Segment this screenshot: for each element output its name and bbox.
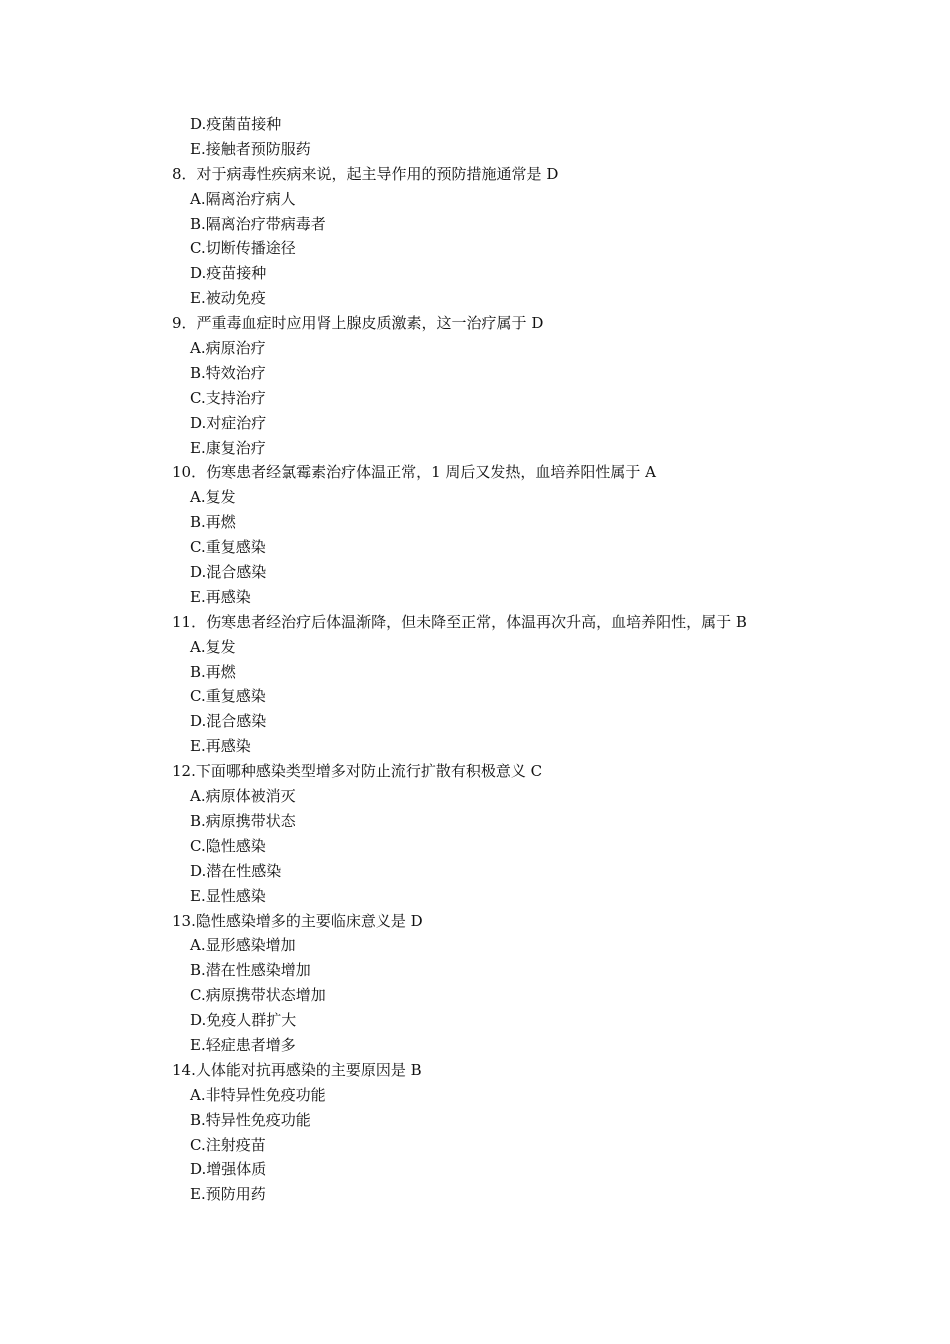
option-line: A.非特异性免疫功能 — [190, 1085, 326, 1104]
option-line: C.重复感染 — [190, 687, 266, 706]
option-line: B.特效治疗 — [190, 363, 266, 382]
option-line: D.疫菌苗接种 — [190, 115, 282, 133]
option-line: C.隐性感染 — [190, 836, 266, 855]
option-line: E.预防用药 — [190, 1185, 266, 1204]
option-line: B.病原携带状态 — [190, 811, 296, 830]
option-line: A.隔离治疗病人 — [190, 189, 296, 208]
option-line: C.支持治疗 — [190, 388, 266, 407]
option-line: E.被动免疫 — [190, 289, 266, 308]
option-line: E.接触者预防服药 — [190, 139, 311, 158]
option-line: A.病原体被消灭 — [190, 787, 296, 806]
option-line: A.复发 — [190, 488, 236, 507]
option-line: C.切断传播途径 — [190, 239, 296, 258]
option-line: A.病原治疗 — [190, 339, 266, 358]
question-stem: 10．伤寒患者经氯霉素治疗体温正常，1 周后又发热，血培养阳性属于 A — [172, 463, 657, 482]
option-line: E.康复治疗 — [190, 438, 266, 457]
question-stem: 14.人体能对抗再感染的主要原因是 B — [172, 1060, 422, 1079]
option-line: C.注射疫苗 — [190, 1135, 266, 1154]
question-stem: 9．严重毒血症时应用肾上腺皮质激素，这一治疗属于 D — [172, 314, 544, 333]
option-line: C.病原携带状态增加 — [190, 986, 326, 1005]
option-line: D.对症治疗 — [190, 413, 267, 432]
option-line: E.再感染 — [190, 737, 251, 756]
option-line: D.免疫人群扩大 — [190, 1011, 297, 1030]
option-line: E.轻症患者增多 — [190, 1035, 296, 1054]
option-line: B.特异性免疫功能 — [190, 1110, 311, 1129]
option-line: D.混合感染 — [190, 712, 267, 731]
option-line: E.显性感染 — [190, 886, 266, 905]
question-stem: 11．伤寒患者经治疗后体温渐降，但未降至正常，体温再次升高，血培养阳性，属于 B — [172, 612, 747, 631]
document-page — [0, 112, 950, 1207]
option-line: D.增强体质 — [190, 1160, 267, 1179]
option-line: D.疫苗接种 — [190, 264, 267, 283]
option-line: E.再感染 — [190, 587, 251, 606]
option-line: D.潜在性感染 — [190, 861, 282, 880]
option-line: B.隔离治疗带病毒者 — [190, 214, 326, 233]
option-line: A.显形感染增加 — [190, 936, 296, 955]
option-line: B.再燃 — [190, 662, 236, 681]
question-stem: 12.下面哪种感染类型增多对防止流行扩散有积极意义 C — [172, 762, 543, 781]
question-stem: 8．对于病毒性疾病来说，起主导作用的预防措施通常是 D — [172, 164, 559, 183]
option-line: B.再燃 — [190, 513, 236, 532]
option-line: D.混合感染 — [190, 563, 267, 582]
option-line: A.复发 — [190, 637, 236, 656]
question-stem: 13.隐性感染增多的主要临床意义是 D — [172, 911, 423, 930]
option-line: B.潜在性感染增加 — [190, 961, 311, 980]
option-line: C.重复感染 — [190, 538, 266, 557]
